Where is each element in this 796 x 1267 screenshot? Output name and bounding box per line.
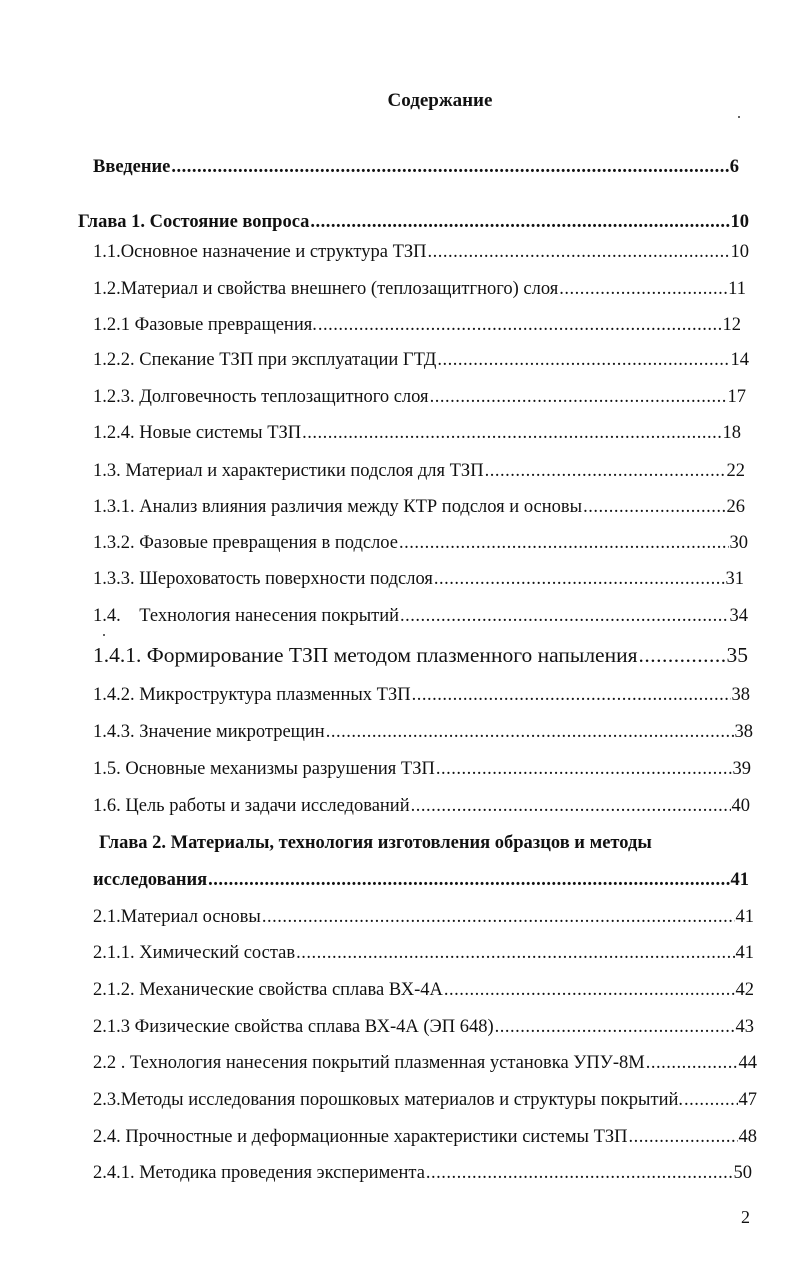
toc-entry-2-4-1 xyxy=(93,1161,752,1185)
leader-dots xyxy=(444,978,735,1002)
toc-entry-label: 1.4. Технология нанесения покрытий xyxy=(93,606,400,626)
toc-entry-label: 1.3. Материал и характеристики подслоя для ТЗП xyxy=(93,461,484,481)
toc-entry-2-1-1 xyxy=(93,941,754,965)
toc-entry-page: 41 xyxy=(735,943,754,963)
toc-entry-1-3-2 xyxy=(93,531,748,555)
toc-entry-label: 1.2.4. Новые системы ТЗП xyxy=(93,423,302,443)
toc-entry-1-4 xyxy=(93,604,748,628)
toc-entry-page: 11 xyxy=(728,279,746,299)
toc-entry-2-3 xyxy=(93,1088,757,1112)
toc-entry-label: 2.1.1. Химический состав xyxy=(93,943,296,963)
toc-entry-label: 2.4. Прочностные и деформационные характеристики системы ТЗП xyxy=(93,1127,628,1147)
toc-entry-label: 2.1.3 Физические свойства сплава ВХ-4А (ЭП 648) xyxy=(93,1017,494,1037)
leader-dots xyxy=(434,567,725,591)
toc-entry-page: 41 xyxy=(730,870,749,890)
toc-entry-label: 1.4.3. Значение микротрещин xyxy=(93,722,325,742)
leader-dots xyxy=(208,868,729,892)
leader-dots xyxy=(428,240,730,264)
toc-entry-label: 1.1.Основное назначение и структура ТЗП xyxy=(93,242,427,262)
toc-entry-introduction xyxy=(93,155,739,179)
leader-dots xyxy=(583,495,725,519)
toc-entry-2-2 xyxy=(93,1051,757,1075)
leader-dots xyxy=(495,1015,735,1039)
toc-entry-page: 43 xyxy=(735,1017,754,1037)
toc-entry-page: 14 xyxy=(730,350,749,370)
toc-entry-page: 50 xyxy=(733,1163,752,1183)
toc-entry-page: 35 xyxy=(726,643,748,667)
leader-dots xyxy=(302,421,721,445)
leader-dots xyxy=(411,794,731,818)
toc-entry-1-4-2 xyxy=(93,683,750,707)
toc-entry-page: 10 xyxy=(730,242,749,262)
leader-dots xyxy=(310,210,729,234)
toc-entry-chapter-2-line-1: Глава 2. Материалы, технология изготовления образцов и методы xyxy=(99,833,652,853)
toc-entry-1-5 xyxy=(93,757,751,781)
toc-entry-chapter-2-line-2 xyxy=(93,868,749,892)
toc-entry-1-3-1 xyxy=(93,495,745,519)
toc-entry-page: 26 xyxy=(726,497,745,517)
leader-dots xyxy=(629,1125,738,1149)
toc-entry-page: 38 xyxy=(734,722,753,742)
toc-entry-page: 31 xyxy=(725,569,744,589)
toc-entry-page: 18 xyxy=(722,423,741,443)
leader-dots xyxy=(400,604,728,628)
toc-entry-label: Введение xyxy=(93,157,171,177)
toc-entry-1-3 xyxy=(93,459,745,483)
toc-entry-page: 48 xyxy=(738,1127,757,1147)
toc-entry-1-1 xyxy=(93,240,749,264)
toc-entry-page: 22 xyxy=(726,461,745,481)
toc-entry-label: исследования xyxy=(93,870,208,890)
toc-entry-page: 39 xyxy=(732,759,751,779)
toc-entry-2-4 xyxy=(93,1125,757,1149)
toc-entry-page: 40 xyxy=(731,796,750,816)
toc-entry-page: 6 xyxy=(729,157,739,177)
scan-speck xyxy=(738,116,740,118)
toc-entry-label: 2.1.Материал основы xyxy=(93,907,261,927)
toc-entry-label: 1.2.3. Долговечность теплозащитного слоя xyxy=(93,387,429,407)
toc-entry-1-2-4 xyxy=(93,421,741,445)
leader-dots xyxy=(399,531,729,555)
toc-entry-page: 30 xyxy=(729,533,748,553)
leader-dots xyxy=(430,385,727,409)
toc-entry-label: Глава 1. Состояние вопроса xyxy=(78,212,310,232)
toc-entry-label: 1.2.Материал и свойства внешнего (теплозащитгного) слоя xyxy=(93,279,559,299)
toc-entry-page: 34 xyxy=(729,606,748,626)
leader-dots xyxy=(171,155,728,179)
toc-entry-page: 44 xyxy=(738,1053,757,1073)
toc-entry-chapter-1 xyxy=(78,210,749,234)
page-title: Содержание xyxy=(387,90,493,111)
leader-dots xyxy=(684,1088,738,1112)
leader-dots xyxy=(559,277,727,301)
leader-dots xyxy=(639,643,726,667)
toc-entry-2-1-3 xyxy=(93,1015,754,1039)
toc-entry-label: 1.6. Цель работы и задачи исследований xyxy=(93,796,410,816)
leader-dots xyxy=(296,941,734,965)
scan-speck xyxy=(103,634,105,636)
toc-entry-2-1-2 xyxy=(93,978,754,1002)
leader-dots xyxy=(326,720,734,744)
leader-dots xyxy=(318,313,722,337)
toc-entry-1-4-1 xyxy=(93,643,748,667)
toc-entry-label: 2.2 . Технология нанесения покрытий плазменная установка УПУ-8М xyxy=(93,1053,645,1073)
toc-entry-label: 1.3.1. Анализ влияния различия между КТР подслоя и основы xyxy=(93,497,583,517)
toc-entry-label: 1.3.3. Шероховатость поверхности подслоя xyxy=(93,569,433,589)
toc-entry-1-4-3 xyxy=(93,720,753,744)
toc-entry-1-2-3 xyxy=(93,385,746,409)
leader-dots xyxy=(262,905,735,929)
leader-dots xyxy=(426,1161,733,1185)
toc-entry-2-1 xyxy=(93,905,754,929)
toc-entry-label: 2.4.1. Методика проведения эксперимента xyxy=(93,1163,425,1183)
toc-entry-label: 1.3.2. Фазовые превращения в подслое xyxy=(93,533,398,553)
toc-entry-1-6 xyxy=(93,794,750,818)
leader-dots xyxy=(485,459,726,483)
toc-entry-label: 1.4.1. Формирование ТЗП методом плазменного напыления xyxy=(93,643,638,667)
toc-entry-page: 10 xyxy=(730,212,749,232)
toc-entry-label: 1.5. Основные механизмы разрушения ТЗП xyxy=(93,759,435,779)
leader-dots xyxy=(437,348,729,372)
toc-entry-1-2 xyxy=(93,277,746,301)
toc-entry-label: 1.2.2. Спекание ТЗП при эксплуатации ГТД xyxy=(93,350,437,370)
toc-entry-label: 1.2.1 Фазовые превращения. xyxy=(93,315,317,335)
toc-entry-label: 2.1.2. Механические свойства сплава ВХ-4А xyxy=(93,980,443,1000)
toc-entry-label: 2.3.Методы исследования порошковых материалов и структуры покрытий. xyxy=(93,1090,683,1110)
toc-entry-page: 42 xyxy=(735,980,754,1000)
toc-entry-label: 1.4.2. Микроструктура плазменных ТЗП xyxy=(93,685,411,705)
toc-entry-page: 47 xyxy=(738,1090,757,1110)
page-number: 2 xyxy=(741,1207,750,1227)
leader-dots xyxy=(646,1051,738,1075)
toc-entry-1-3-3 xyxy=(93,567,744,591)
toc-entry-1-2-1 xyxy=(93,313,741,337)
leader-dots xyxy=(436,757,732,781)
toc-entry-page: 17 xyxy=(727,387,746,407)
leader-dots xyxy=(412,683,731,707)
toc-entry-page: 38 xyxy=(731,685,750,705)
toc-entry-page: 41 xyxy=(735,907,754,927)
toc-entry-1-2-2 xyxy=(93,348,749,372)
toc-entry-page: 12 xyxy=(722,315,741,335)
